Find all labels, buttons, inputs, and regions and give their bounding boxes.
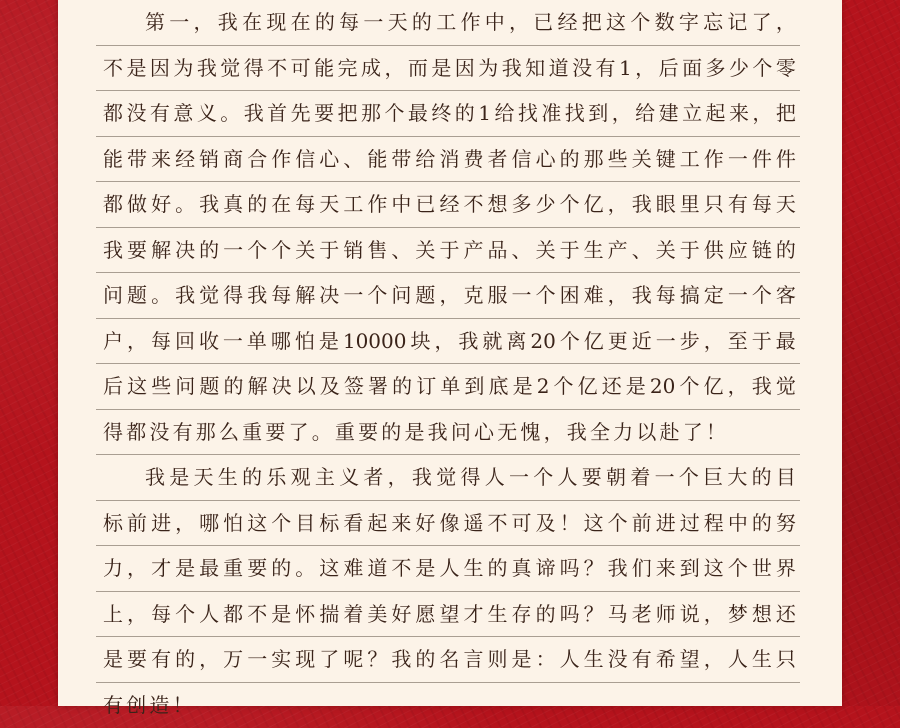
text-line: 都 做 好 。 我 真 的 在 每 天 工 作 中 已 经 不 想 多 少 个 亿 ， 我 眼 里 只 有 每 天 (96, 182, 800, 228)
text-line: 能 带 来 经 销 商 合 作 信 心 、 能 带 给 消 费 者 信 心 的 那 些 关 键 工 作 一 件 件 (96, 137, 800, 183)
text-line: 都 没 有 意 义 。 我 首 先 要 把 那 个 最 终 的 1 给 找 准 找 到 ， 给 建 立 起 来 ， 把 (96, 91, 800, 137)
text-line: 问 题 。 我 觉 得 我 每 解 决 一 个 问 题 ， 克 服 一 个 困 难 ， 我 每 搞 定 一 个 客 (96, 273, 800, 319)
text-line: 我 要 解 决 的 一 个 个 关 于 销 售 、 关 于 产 品 、 关 于 生 产 、 关 于 供 应 链 的 (96, 228, 800, 274)
text-line: 户 ， 每 回 收 一 单 哪 怕 是 10000 块 ， 我 就 离 20 个 亿 更 近 一 步 ， 至 于 最 (96, 319, 800, 365)
text-line: 第 一 ， 我 在 现 在 的 每 一 天 的 工 作 中 ， 已 经 把 这 个 数 字 忘 记 了 ， (96, 0, 800, 46)
text-line: 得 都 没 有 那 么 重 要 了 。 重 要 的 是 我 问 心 无 愧 ， 我 全 力 以 赴 了 ！ (96, 410, 800, 456)
text-line: 后 这 些 问 题 的 解 决 以 及 签 署 的 订 单 到 底 是 2 个 亿 还 是 20 个 亿 ， 我 觉 (96, 364, 800, 410)
paper-sheet (58, 0, 842, 706)
text-line: 我 是 天 生 的 乐 观 主 义 者 ， 我 觉 得 人 一 个 人 要 朝 着 一 个 巨 大 的 目 (96, 455, 800, 501)
text-line: 是 要 有 的 ， 万 一 实 现 了 呢 ？ 我 的 名 言 则 是 ： 人 生 没 有 希 望 ， 人 生 只 (96, 637, 800, 683)
text-line: 力 ， 才 是 最 重 要 的 。 这 难 道 不 是 人 生 的 真 谛 吗 ？ 我 们 来 到 这 个 世 界 (96, 546, 800, 592)
text-line: 上 ， 每 个 人 都 不 是 怀 揣 着 美 好 愿 望 才 生 存 的 吗 ？ 马 老 师 说 ， 梦 想 还 (96, 592, 800, 638)
text-line: 不 是 因 为 我 觉 得 不 可 能 完 成 ， 而 是 因 为 我 知 道 没 有 1 ， 后 面 多 少 个 零 (96, 46, 800, 92)
article-body (96, 0, 800, 728)
text-line: 标 前 进 ， 哪 怕 这 个 目 标 看 起 来 好 像 遥 不 可 及 ！ 这 个 前 进 过 程 中 的 努 (96, 501, 800, 547)
text-line: 有 创 造 ！ (96, 683, 800, 728)
